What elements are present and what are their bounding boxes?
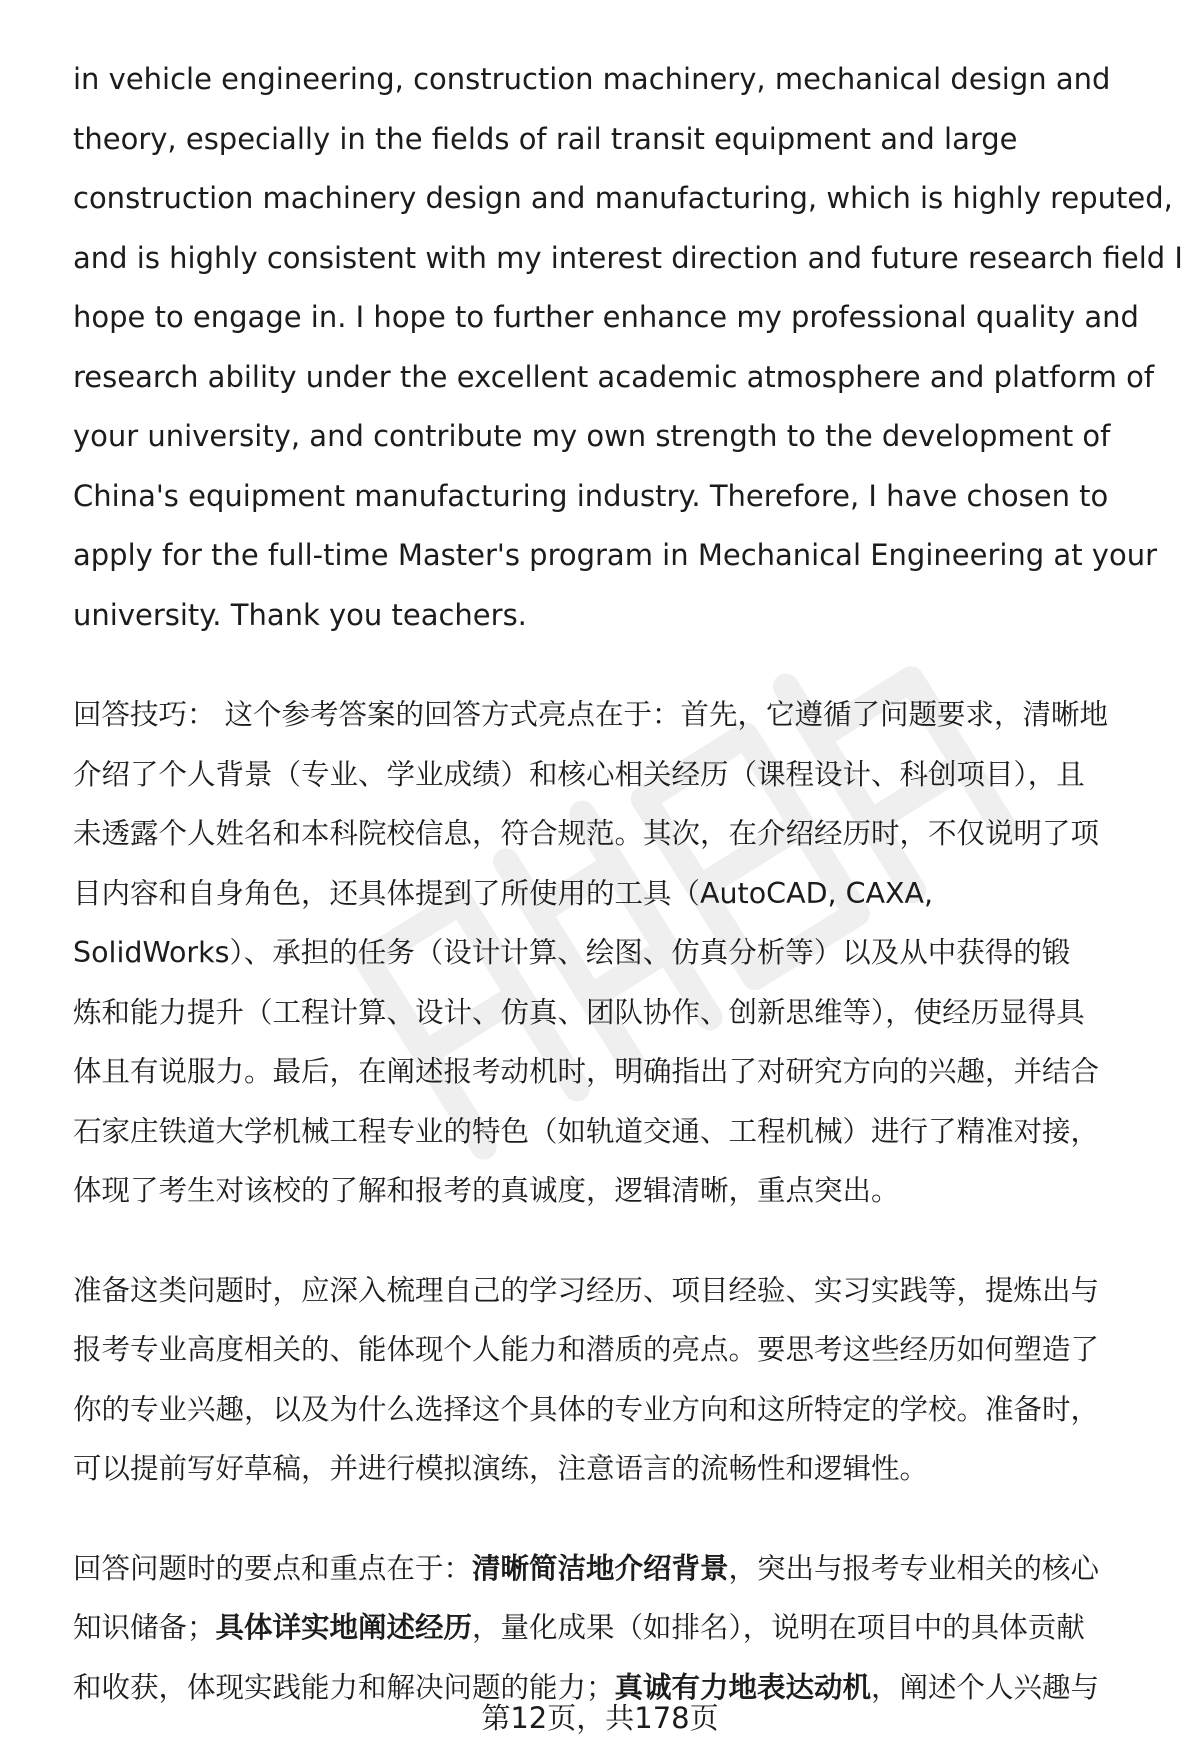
- text-line: and is highly consistent with my interest direction and future research field I: [73, 240, 1183, 275]
- answer-tips-paragraph: [73, 685, 1158, 1221]
- preparation-paragraph: [73, 1261, 1158, 1499]
- page-number-footer: 第12页，共178页: [481, 1701, 719, 1735]
- text-line: 目内容和自身角色，还具体提到了所使用的工具（AutoCAD, CAXA,: [73, 876, 934, 910]
- text-line: [73, 1539, 1158, 1599]
- text-line: [73, 1598, 1158, 1658]
- text-line: hope to engage in. I hope to further enhance my professional quality and: [73, 300, 1139, 334]
- text-run: 知识储备；: [73, 1611, 216, 1644]
- text-line: university. Thank you teachers.: [73, 597, 527, 632]
- text-line: construction machinery design and manufacturing, which is highly reputed,: [73, 181, 1173, 215]
- text-line: 体且有说服力。最后，在阐述报考动机时，明确指出了对研究方向的兴趣，并结合: [73, 1055, 1100, 1088]
- text-run: 回答问题时的要点和重点在于：: [73, 1551, 473, 1585]
- text-run: ，突出与报考专业相关的核心: [728, 1551, 1100, 1585]
- text-line: 未透露个人姓名和本科院校信息，符合规范。其次，在介绍经历时，不仅说明了项: [73, 817, 1100, 850]
- text-line: 炼和能力提升（工程计算、设计、仿真、团队协作、创新思维等），使经历显得具: [73, 995, 1085, 1029]
- text-line: 石家庄铁道大学机械工程专业的特色（如轨道交通、工程机械）进行了精准对接，: [73, 1114, 1100, 1148]
- text-line: research ability under the excellent academic atmosphere and platform of: [73, 359, 1155, 394]
- text-run: 和收获，体现实践能力和解决问题的能力；: [73, 1670, 615, 1704]
- text-line: 回答技巧： 这个参考答案的回答方式亮点在于：首先，它遵循了问题要求，清晰地: [73, 698, 1109, 731]
- text-line: apply for the full-time Master's program in Mechanical Engineering at your: [73, 538, 1158, 572]
- text-line: your university, and contribute my own strength to the development of: [73, 419, 1111, 453]
- document-body: [73, 50, 1183, 1717]
- text-line: 介绍了个人背景（专业、学业成绩）和核心相关经历（课程设计、科创项目），且: [73, 757, 1085, 791]
- bold-emphasis: 真诚有力地表达动机: [614, 1670, 872, 1704]
- text-line: 准备这类问题时，应深入梳理自己的学习经历、项目经验、实习实践等，提炼出与: [73, 1273, 1100, 1307]
- text-run: ，阐述个人兴趣与: [871, 1670, 1100, 1704]
- key-points-paragraph: [73, 1539, 1158, 1718]
- bold-emphasis: 清晰简洁地介绍背景: [472, 1551, 729, 1585]
- english-paragraph: [73, 50, 1183, 645]
- text-run: ，量化成果（如排名），说明在项目中的具体贡献: [472, 1611, 1085, 1644]
- text-line: 可以提前写好草稿，并进行模拟演练，注意语言的流畅性和逻辑性。: [73, 1452, 929, 1485]
- text-line: China's equipment manufacturing industry. Therefore, I have chosen to: [73, 478, 1109, 513]
- text-line: theory, especially in the fields of rail transit equipment and large: [73, 121, 1018, 156]
- text-line: 你的专业兴趣，以及为什么选择这个具体的专业方向和这所特定的学校。准备时，: [73, 1392, 1100, 1426]
- text-line: in vehicle engineering, construction machinery, mechanical design and: [73, 62, 1111, 96]
- text-line: 体现了考生对该校的了解和报考的真诚度，逻辑清晰，重点突出。: [73, 1174, 900, 1207]
- bold-emphasis: 具体详实地阐述经历: [215, 1611, 473, 1644]
- text-line: SolidWorks）、承担的任务（设计计算、绘图、仿真分析等）以及从中获得的锻: [73, 936, 1071, 969]
- text-line: 报考专业高度相关的、能体现个人能力和潜质的亮点。要思考这些经历如何塑造了: [73, 1333, 1100, 1366]
